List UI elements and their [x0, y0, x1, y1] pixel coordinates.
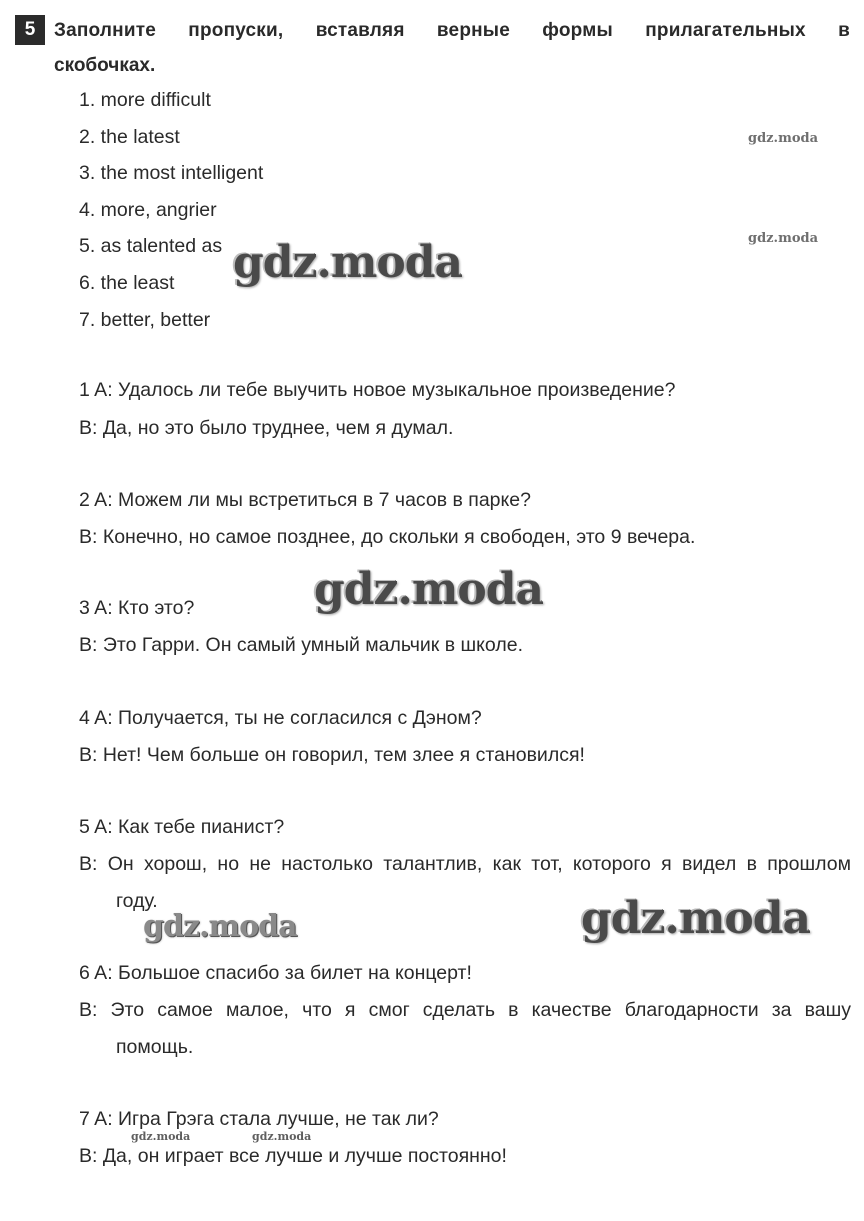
watermark: gdz.moda [580, 892, 810, 943]
dialogue-line-b: B: Да, он играет все лучше и лучше постоянно! [79, 1145, 507, 1167]
dialogue-line-b: B: Он хорош, но не настолько талантлив, как тот, которого я видел в прошлом [79, 853, 851, 875]
task-number: 5 [15, 15, 45, 45]
answer-item: 6. the least [79, 271, 175, 294]
watermark: gdz.moda [143, 909, 297, 944]
dialogue-line-a: 4 A: Получается, ты не согласился с Дэном? [79, 707, 482, 729]
watermark: gdz.moda [748, 131, 819, 146]
dialogue-line-a: 5 A: Как тебе пианист? [79, 816, 285, 838]
dialogue-line-a: 1 A: Удалось ли тебе выучить новое музыкальное произведение? [79, 379, 676, 401]
dialogue-line-b-continued: году. [116, 890, 158, 912]
answer-item: 4. more, angrier [79, 198, 217, 221]
dialogue-line-a: 3 A: Кто это? [79, 597, 195, 619]
dialogue-line-b: B: Конечно, но самое позднее, до скольки я свободен, это 9 вечера. [79, 526, 696, 548]
dialogue-line-a: 7 A: Игра Грэга стала лучше, не так ли? [79, 1108, 439, 1130]
watermark: gdz.moda [313, 563, 543, 614]
watermark: gdz.moda [252, 1130, 312, 1143]
watermark: gdz.moda [131, 1130, 191, 1143]
answer-item: 7. better, better [79, 308, 211, 331]
dialogue-line-b: B: Да, но это было труднее, чем я думал. [79, 417, 454, 439]
watermark: gdz.moda [232, 236, 462, 287]
answer-item: 1. more difficult [79, 89, 211, 111]
task-title: Заполните пропуски, вставляя верные формы прилагательных в [54, 20, 850, 41]
answer-item: 5. as talented as [79, 235, 223, 258]
dialogue-line-b-continued: помощь. [116, 1036, 194, 1058]
dialogue-line-b: B: Это самое малое, что я смог сделать в качестве благодарности за вашу [79, 999, 851, 1021]
dialogue-line-b: B: Нет! Чем больше он говорил, тем злее я становился! [79, 744, 585, 766]
watermark: gdz.moda [748, 231, 819, 246]
dialogue-line-b: B: Это Гарри. Он самый умный мальчик в школе. [79, 634, 523, 656]
answer-list [79, 82, 263, 338]
answer-item: 2. the latest [79, 125, 180, 148]
answer-item: 3. the most intelligent [79, 162, 264, 185]
dialogue-line-a: 6 A: Большое спасибо за билет на концерт! [79, 962, 472, 984]
dialogue-line-a: 2 A: Можем ли мы встретиться в 7 часов в парке? [79, 489, 531, 511]
task-title-continued: скобочках. [54, 55, 156, 76]
